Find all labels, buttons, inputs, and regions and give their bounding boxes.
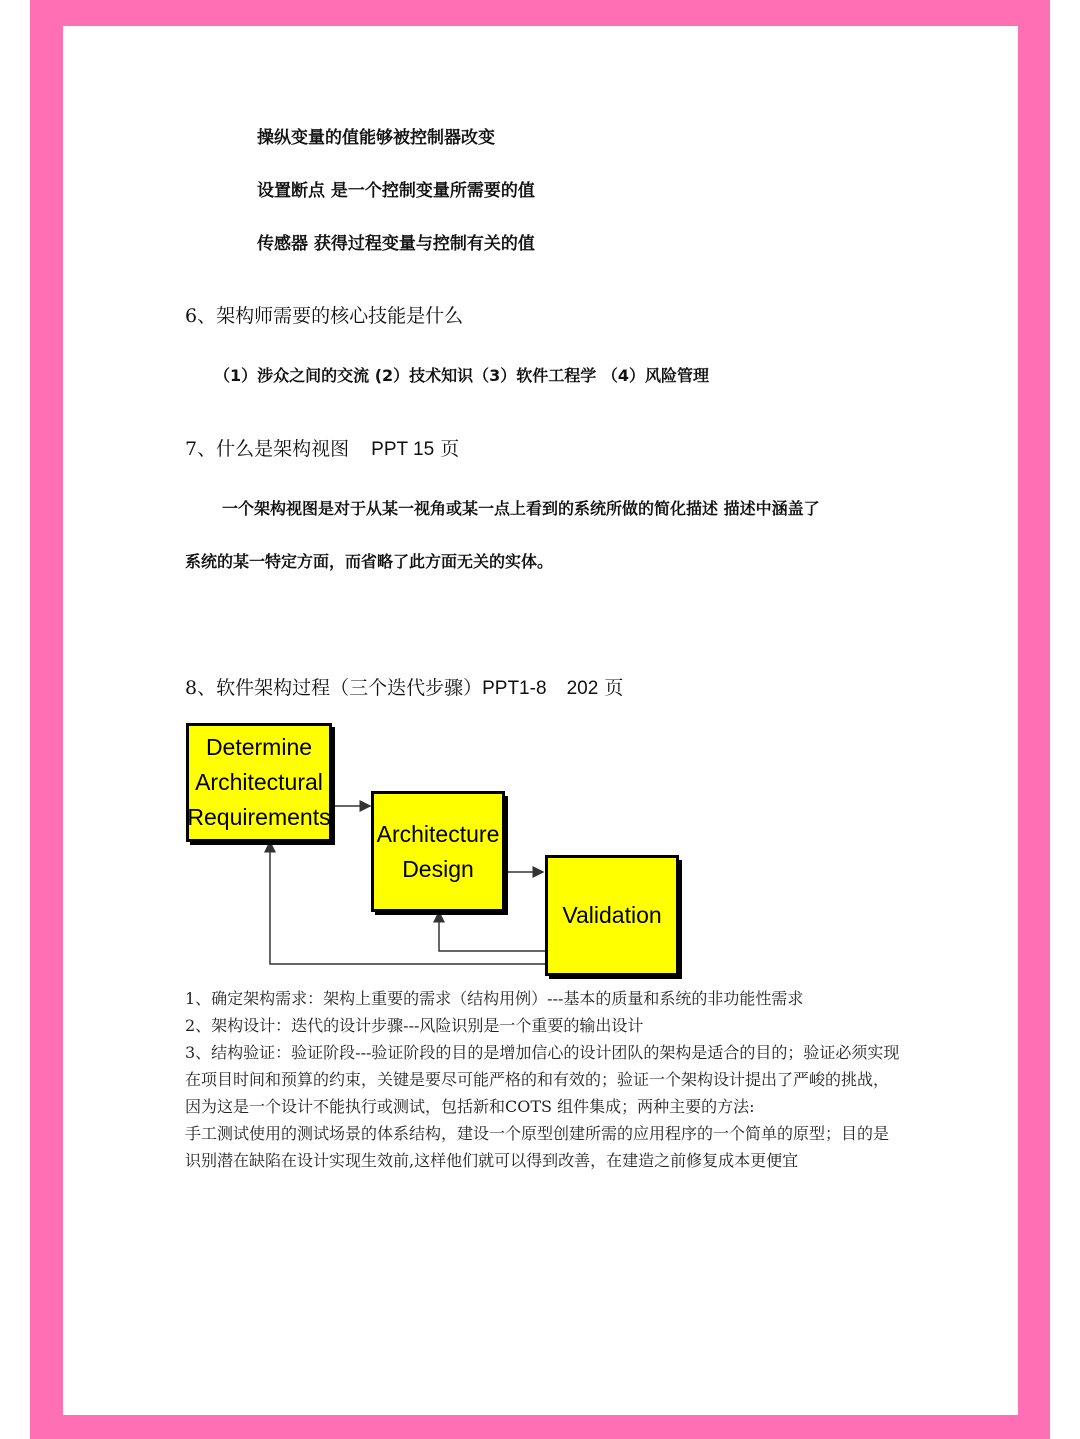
question-7-title-text: 7、什么是架构视图 bbox=[185, 438, 350, 460]
question-7-page-suffix: 页 bbox=[440, 438, 460, 460]
validation-box: Validation bbox=[545, 855, 679, 976]
arrow-validation-to-design bbox=[439, 912, 546, 951]
bullet-manipulated-variable: 操纵变量的值能够被控制器改变 bbox=[257, 128, 495, 148]
explanation-methods: 手工测试使用的测试场景的体系结构，建设一个原型创建所需的应用程序的一个简单的原型；目的是识别潜在缺陷在设计实现生效前,这样他们就可以得到改善，在建造之前修复成本更便宜 bbox=[185, 1124, 890, 1170]
explanation-step-2: 2、架构设计：迭代的设计步骤---风险识别是一个重要的输出设计 bbox=[185, 1016, 644, 1035]
question-6-title: 6、架构师需要的核心技能是什么 bbox=[185, 305, 464, 327]
architecture-design-box: Architecture Design bbox=[371, 791, 505, 912]
explanation-step-1: 1、确定架构需求：架构上重要的需求（结构用例）---基本的质量和系统的非功能性需求 bbox=[185, 989, 804, 1008]
question-7-answer-line-2: 系统的某一特定方面，而省略了此方面无关的实体。 bbox=[185, 552, 554, 571]
determine-requirements-box: Determine Architectural Requirements bbox=[186, 723, 332, 842]
bullet-setpoint: 设置断点 是一个控制变量所需要的值 bbox=[257, 181, 535, 201]
question-8-page-suffix: 页 bbox=[604, 677, 624, 699]
question-8-title-text: 8、软件架构过程（三个迭代步骤） bbox=[185, 677, 483, 699]
process-explanation bbox=[185, 985, 900, 1174]
question-8-ppt-ref: PPT1-8 bbox=[482, 678, 547, 699]
question-8-page-number: 202 bbox=[566, 678, 599, 699]
explanation-step-3: 3、结构验证：验证阶段---验证阶段的目的是增加信心的设计团队的架构是适合的目的；验证必须实现在项目时间和预算的约束，关键是要尽可能严格的和有效的；验证一个架构设计提出了严峻的挑战，因为这是一个设计不能执行或测试，包括新和COTS 组件集成；两种主要的方法: bbox=[185, 1043, 900, 1116]
question-6-answer: （1）涉众之间的交流 (2）技术知识（3）软件工程学 （4）风险管理 bbox=[214, 366, 709, 385]
question-7-ppt-ref: PPT 15 bbox=[371, 439, 435, 460]
question-7-answer-line-1: 一个架构视图是对于从某一视角或某一点上看到的系统所做的简化描述 描述中涵盖了 bbox=[222, 499, 820, 518]
bullet-sensor: 传感器 获得过程变量与控制有关的值 bbox=[257, 234, 535, 254]
